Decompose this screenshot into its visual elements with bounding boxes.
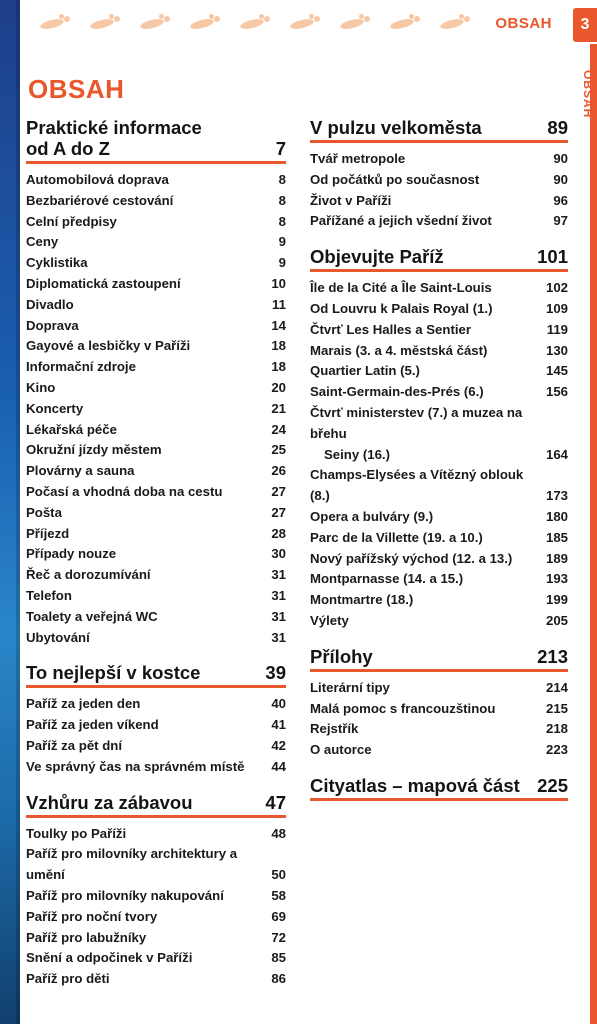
entry-page-number: 8: [278, 192, 286, 208]
entry-label-line: Informační zdroje: [26, 359, 136, 375]
entry-label: [26, 544, 271, 565]
toc-section: [26, 662, 286, 777]
toc-entry[interactable]: [310, 149, 568, 170]
entry-label-line: Paříž za jeden víkend: [26, 717, 159, 733]
entry-label-line: Cyklistika: [26, 255, 88, 271]
entry-label: [26, 948, 271, 969]
toc-entry[interactable]: [26, 565, 286, 586]
entry-label: [26, 928, 271, 949]
section-title: [26, 662, 200, 683]
section-page-number: 225: [537, 774, 568, 796]
footprint-icon: [234, 14, 274, 30]
toc-section: [26, 792, 286, 990]
toc-entry[interactable]: [310, 211, 568, 232]
entry-label-line: Pařížané a jejich všední život: [310, 213, 492, 229]
section-heading[interactable]: [310, 775, 568, 801]
entry-label: [310, 465, 546, 507]
toc-entry[interactable]: [26, 715, 286, 736]
toc-section: [310, 246, 568, 632]
section-title: [310, 775, 520, 796]
section-title: [26, 117, 202, 159]
entry-page-number: 25: [271, 442, 286, 458]
toc-column-left: [26, 117, 286, 1004]
entry-page-number: 193: [545, 571, 568, 587]
toc-entry[interactable]: [310, 719, 568, 740]
entry-label-line: Gayové a lesbičky v Paříži: [26, 338, 191, 354]
toc-entry[interactable]: [310, 403, 568, 465]
entry-label-line: Od počátků po současnost: [310, 171, 480, 187]
toc-entry[interactable]: [310, 299, 568, 320]
section-page-number: 101: [537, 246, 568, 268]
entry-label-line: Ceny: [26, 234, 59, 250]
toc-entry[interactable]: [310, 278, 568, 299]
section-page-number: 39: [265, 662, 286, 684]
side-tab: [583, 44, 597, 1024]
entry-page-number: 9: [278, 255, 286, 271]
entry-page-number: 218: [545, 721, 568, 737]
entry-page-number: 42: [271, 737, 286, 753]
section-title: [310, 117, 482, 138]
toc-entry[interactable]: [26, 357, 286, 378]
toc-entry[interactable]: [26, 316, 286, 337]
entry-label-line: Telefon: [26, 587, 72, 603]
entry-page-number: 189: [545, 550, 568, 566]
entry-label: [26, 232, 279, 253]
toc-entry[interactable]: [26, 295, 286, 316]
section-title-line: V pulzu velkoměsta: [310, 117, 482, 138]
entry-label: [310, 382, 546, 403]
toc-entry[interactable]: [310, 170, 568, 191]
section-heading[interactable]: [310, 646, 568, 672]
entry-label-line: Paříž pro noční tvory: [26, 908, 158, 924]
entry-label: [26, 170, 279, 191]
entry-label: [26, 357, 271, 378]
side-tab-label: OBSAH: [581, 70, 595, 119]
entry-label-line: Paříž pro labužníky: [26, 929, 147, 945]
entry-label: [26, 420, 271, 441]
entry-page-number: 50: [271, 867, 286, 883]
footprint-icon: [134, 14, 174, 30]
entry-label-line: Diplomatická zastoupení: [26, 275, 181, 291]
entry-label: [26, 586, 271, 607]
entry-page-number: 58: [271, 887, 286, 903]
entry-label: [26, 715, 271, 736]
toc-entry[interactable]: [26, 757, 286, 778]
entry-label: [26, 824, 271, 845]
entry-label-line: Opera a bulváry (9.): [310, 508, 434, 524]
entry-label-line: Pošta: [26, 504, 62, 520]
entry-list: [26, 694, 286, 777]
entry-page-number: 11: [272, 296, 286, 312]
toc-section: [26, 117, 286, 648]
entry-page-number: 18: [271, 359, 286, 375]
entry-label: [26, 886, 271, 907]
entry-label: [26, 736, 271, 757]
toc-entry[interactable]: [310, 611, 568, 632]
toc-column-right: [310, 117, 568, 815]
entry-label-line: Koncerty: [26, 400, 84, 416]
toc-entry[interactable]: [26, 694, 286, 715]
toc-entry[interactable]: [26, 524, 286, 545]
section-title-line: od A do Z: [26, 138, 110, 159]
toc-entry[interactable]: [26, 212, 286, 233]
toc-entry[interactable]: [26, 461, 286, 482]
entry-label-line: Okružní jízdy městem: [26, 442, 162, 458]
footprint-icon: [284, 14, 324, 30]
entry-page-number: 173: [545, 488, 568, 504]
entry-page-number: 102: [545, 280, 568, 296]
cover-edge-left: [0, 0, 20, 1024]
toc-entry[interactable]: [26, 928, 286, 949]
entry-list: [310, 678, 568, 761]
entry-page-number: 90: [553, 171, 568, 187]
section-page-number: 47: [265, 791, 286, 813]
entry-page-number: 28: [271, 525, 286, 541]
entry-page-number: 214: [545, 679, 568, 695]
entry-label-line: Rejstřík: [310, 721, 359, 737]
toc-section: [310, 775, 568, 801]
entry-label: [310, 403, 546, 465]
toc-entry[interactable]: [26, 736, 286, 757]
toc-entry[interactable]: [310, 320, 568, 341]
section-heading[interactable]: [26, 117, 286, 164]
entry-label: [310, 590, 546, 611]
entry-label: [310, 740, 546, 761]
entry-label-line: Île de la Cité a Île Saint-Louis: [310, 280, 492, 296]
entry-label-line: Ubytování: [26, 629, 90, 645]
toc-entry[interactable]: [26, 907, 286, 928]
entry-list: [26, 824, 286, 990]
entry-label: [26, 503, 271, 524]
entry-page-number: 164: [545, 446, 568, 462]
entry-page-number: 31: [271, 567, 286, 583]
toc-entry[interactable]: [26, 253, 286, 274]
toc-entry[interactable]: [26, 191, 286, 212]
entry-page-number: 18: [271, 338, 286, 354]
entry-page-number: 9: [278, 234, 286, 250]
entry-label: [26, 295, 272, 316]
section-page-number: 213: [537, 645, 568, 667]
entry-label: [26, 253, 279, 274]
entry-page-number: 30: [271, 546, 286, 562]
toc-entry[interactable]: [310, 465, 568, 507]
entry-label-line: Kino: [26, 379, 56, 395]
entry-page-number: 44: [271, 758, 286, 774]
entry-label: [26, 482, 271, 503]
entry-label-line: Nový pařížský východ (12. a 13.): [310, 550, 513, 566]
footprint-icon: [34, 14, 74, 30]
entry-label-line: Počasí a vhodná doba na cestu: [26, 483, 223, 499]
toc-entry[interactable]: [26, 378, 286, 399]
toc-entry[interactable]: [310, 699, 568, 720]
entry-page-number: 205: [545, 612, 568, 628]
entry-label: [26, 757, 271, 778]
entry-label-line: Paříž pro milovníky architektury a umění: [26, 846, 238, 883]
entry-label-line: Bezbariérové cestování: [26, 192, 174, 208]
entry-label-line: Snění a odpočinek v Paříži: [26, 950, 193, 966]
entry-label: [310, 507, 546, 528]
entry-label-line: Lékařská péče: [26, 421, 117, 437]
entry-label: [310, 191, 553, 212]
entry-label: [26, 844, 271, 886]
toc-entry[interactable]: [26, 232, 286, 253]
entry-page-number: 86: [271, 971, 286, 987]
toc-entry[interactable]: [310, 528, 568, 549]
entry-list: [310, 278, 568, 632]
entry-page-number: 199: [545, 592, 568, 608]
entry-label: [26, 399, 271, 420]
entry-label-line: Seiny (16.): [324, 446, 390, 462]
entry-label: [26, 969, 271, 990]
entry-label-line: Ve správný čas na správném místě: [26, 758, 245, 774]
entry-label-line: Saint-Germain-des-Prés (6.): [310, 384, 484, 400]
toc-section: [310, 117, 568, 232]
toc-entry[interactable]: [26, 274, 286, 295]
entry-page-number: 156: [545, 384, 568, 400]
section-title-line: Objevujte Paříž: [310, 246, 444, 268]
section-heading[interactable]: [26, 792, 286, 818]
entry-label-line: Život v Paříži: [310, 192, 392, 208]
toc-entry[interactable]: [26, 844, 286, 886]
toc-section: [310, 646, 568, 761]
section-title-line: Vzhůru za zábavou: [26, 791, 193, 813]
section-title-line: Cityatlas – mapová část: [310, 774, 520, 796]
entry-label-line: Paříž pro milovníky nakupování: [26, 887, 224, 903]
entry-page-number: 215: [545, 700, 568, 716]
toc-entry[interactable]: [310, 361, 568, 382]
entry-page-number: 72: [271, 929, 286, 945]
entry-label-line: Řeč a dorozumívání: [26, 567, 151, 583]
running-header: [20, 0, 597, 46]
entry-label: [26, 212, 279, 233]
entry-list: [310, 149, 568, 232]
entry-label: [26, 694, 271, 715]
entry-page-number: 48: [271, 825, 286, 841]
section-title: [310, 246, 444, 267]
entry-label: [310, 341, 546, 362]
toc-entry[interactable]: [26, 544, 286, 565]
entry-page-number: 24: [271, 421, 286, 437]
entry-label: [26, 461, 271, 482]
entry-label-line: Toalety a veřejná WC: [26, 608, 158, 624]
entry-label-line: Quartier Latin (5.): [310, 363, 420, 379]
entry-label: [26, 191, 279, 212]
entry-label: [310, 719, 546, 740]
section-heading[interactable]: [310, 117, 568, 143]
section-page-number: 89: [547, 117, 568, 138]
entry-label-line: Malá pomoc s francouzštinou: [310, 700, 496, 716]
entry-label-line: Montparnasse (14. a 15.): [310, 571, 464, 587]
entry-label: [310, 278, 546, 299]
entry-label-line: Champs-Elysées a Vítězný oblouk (8.): [310, 467, 524, 504]
section-page-number: 7: [275, 138, 286, 159]
entry-label: [26, 440, 271, 461]
entry-label: [26, 378, 271, 399]
entry-label: [310, 320, 547, 341]
entry-label-line: Montmartre (18.): [310, 592, 414, 608]
toc-entry[interactable]: [310, 740, 568, 761]
entry-label: [26, 336, 271, 357]
toc-entry[interactable]: [26, 420, 286, 441]
toc-entry[interactable]: [310, 590, 568, 611]
entry-page-number: 90: [553, 151, 568, 166]
entry-label: [310, 699, 546, 720]
section-title: [310, 646, 373, 667]
toc-entry[interactable]: [26, 170, 286, 191]
entry-label-line: Celní předpisy: [26, 213, 117, 229]
toc-entry[interactable]: [310, 191, 568, 212]
entry-page-number: 96: [553, 192, 568, 208]
entry-page-number: 20: [271, 379, 286, 395]
entry-page-number: 180: [545, 508, 568, 524]
entry-label: [26, 316, 271, 337]
entry-label: [310, 528, 546, 549]
toc-entry[interactable]: [26, 628, 286, 649]
toc-entry[interactable]: [310, 549, 568, 570]
entry-label-line: Doprava: [26, 317, 79, 333]
entry-label-line: Toulky po Paříži: [26, 825, 127, 841]
entry-page-number: 8: [278, 213, 286, 229]
header-section-label: OBSAH: [495, 15, 552, 32]
toc-entry[interactable]: [26, 969, 286, 990]
entry-label: [26, 907, 271, 928]
entry-page-number: 40: [271, 696, 286, 712]
entry-label: [310, 299, 546, 320]
entry-label: [310, 678, 546, 699]
entry-page-number: 69: [271, 908, 286, 924]
entry-label: [26, 524, 271, 545]
entry-page-number: 109: [545, 300, 568, 316]
entry-page-number: 26: [271, 463, 286, 479]
entry-label: [26, 607, 271, 628]
entry-label: [310, 569, 546, 590]
toc-entry[interactable]: [310, 341, 568, 362]
entry-label-line: Tvář metropole: [310, 151, 406, 166]
toc-entry[interactable]: [26, 399, 286, 420]
entry-page-number: 185: [545, 529, 568, 545]
entry-page-number: 145: [545, 363, 568, 379]
section-heading[interactable]: [26, 662, 286, 688]
toc-entry[interactable]: [26, 824, 286, 845]
entry-label-line: Od Louvru k Palais Royal (1.): [310, 300, 493, 316]
entry-label: [26, 565, 271, 586]
entry-label-line: Případy nouze: [26, 546, 117, 562]
toc-entry[interactable]: [310, 382, 568, 403]
entry-label: [310, 361, 546, 382]
entry-label: [310, 149, 553, 170]
entry-label-line: Výlety: [310, 612, 349, 628]
entry-label-line: Automobilová doprava: [26, 172, 169, 187]
entry-label: [26, 628, 271, 649]
entry-page-number: 31: [271, 608, 286, 624]
footprint-icon: [184, 14, 224, 30]
entry-page-number: 31: [271, 587, 286, 603]
entry-label-line: Divadlo: [26, 296, 74, 312]
entry-page-number: 130: [545, 342, 568, 358]
entry-label-line: Marais (3. a 4. městská část): [310, 342, 488, 358]
entry-page-number: 14: [271, 317, 286, 333]
entry-label: [310, 170, 553, 191]
entry-label: [310, 211, 553, 232]
section-title-line: To nejlepší v kostce: [26, 662, 201, 684]
toc-entry[interactable]: [26, 503, 286, 524]
section-heading[interactable]: [310, 246, 568, 272]
footprint-icon: [434, 14, 474, 30]
footprints-decoration: [34, 14, 474, 30]
entry-page-number: 10: [271, 275, 286, 291]
entry-label-line: Příjezd: [26, 525, 70, 541]
entry-label: [310, 549, 546, 570]
page-number-badge: 3: [573, 8, 597, 42]
toc-entry[interactable]: [26, 886, 286, 907]
toc-entry[interactable]: [26, 607, 286, 628]
section-title: [26, 792, 193, 813]
entry-page-number: 223: [545, 742, 568, 758]
entry-list: [26, 170, 286, 648]
toc-entry[interactable]: [26, 482, 286, 503]
entry-label-line: Parc de la Villette (19. a 10.): [310, 529, 483, 545]
entry-page-number: 8: [278, 172, 286, 187]
toc-entry[interactable]: [310, 678, 568, 699]
entry-page-number: 85: [271, 950, 286, 966]
entry-page-number: 27: [271, 504, 286, 520]
entry-label-line: O autorce: [310, 742, 372, 758]
entry-page-number: 119: [546, 321, 568, 337]
entry-label-line: Plovárny a sauna: [26, 463, 135, 479]
toc-entry[interactable]: [26, 336, 286, 357]
entry-label: [310, 611, 546, 632]
entry-page-number: 21: [271, 400, 286, 416]
toc-entry[interactable]: [310, 569, 568, 590]
entry-page-number: 97: [553, 213, 568, 229]
entry-page-number: 31: [271, 629, 286, 645]
page-title: OBSAH: [28, 74, 125, 104]
entry-label-line: Čtvrť ministerstev (7.) a muzea na břehu: [310, 404, 523, 441]
toc-entry[interactable]: [26, 948, 286, 969]
entry-label-line: Paříž za jeden den: [26, 696, 141, 712]
entry-page-number: 41: [271, 717, 286, 733]
entry-page-number: 27: [271, 483, 286, 499]
toc-entry[interactable]: [26, 586, 286, 607]
toc-entry[interactable]: [310, 507, 568, 528]
footprint-icon: [84, 14, 124, 30]
entry-label-line: Literární tipy: [310, 679, 390, 695]
toc-entry[interactable]: [26, 440, 286, 461]
footprint-icon: [384, 14, 424, 30]
entry-label-line: Čtvrť Les Halles a Sentier: [310, 321, 471, 337]
entry-label-line: Paříž za pět dní: [26, 737, 122, 753]
section-title-line: Praktické informace: [26, 117, 202, 138]
entry-label-line: Paříž pro děti: [26, 971, 110, 987]
footprint-icon: [334, 14, 374, 30]
entry-label: [26, 274, 271, 295]
section-title-line: Přílohy: [310, 645, 373, 667]
